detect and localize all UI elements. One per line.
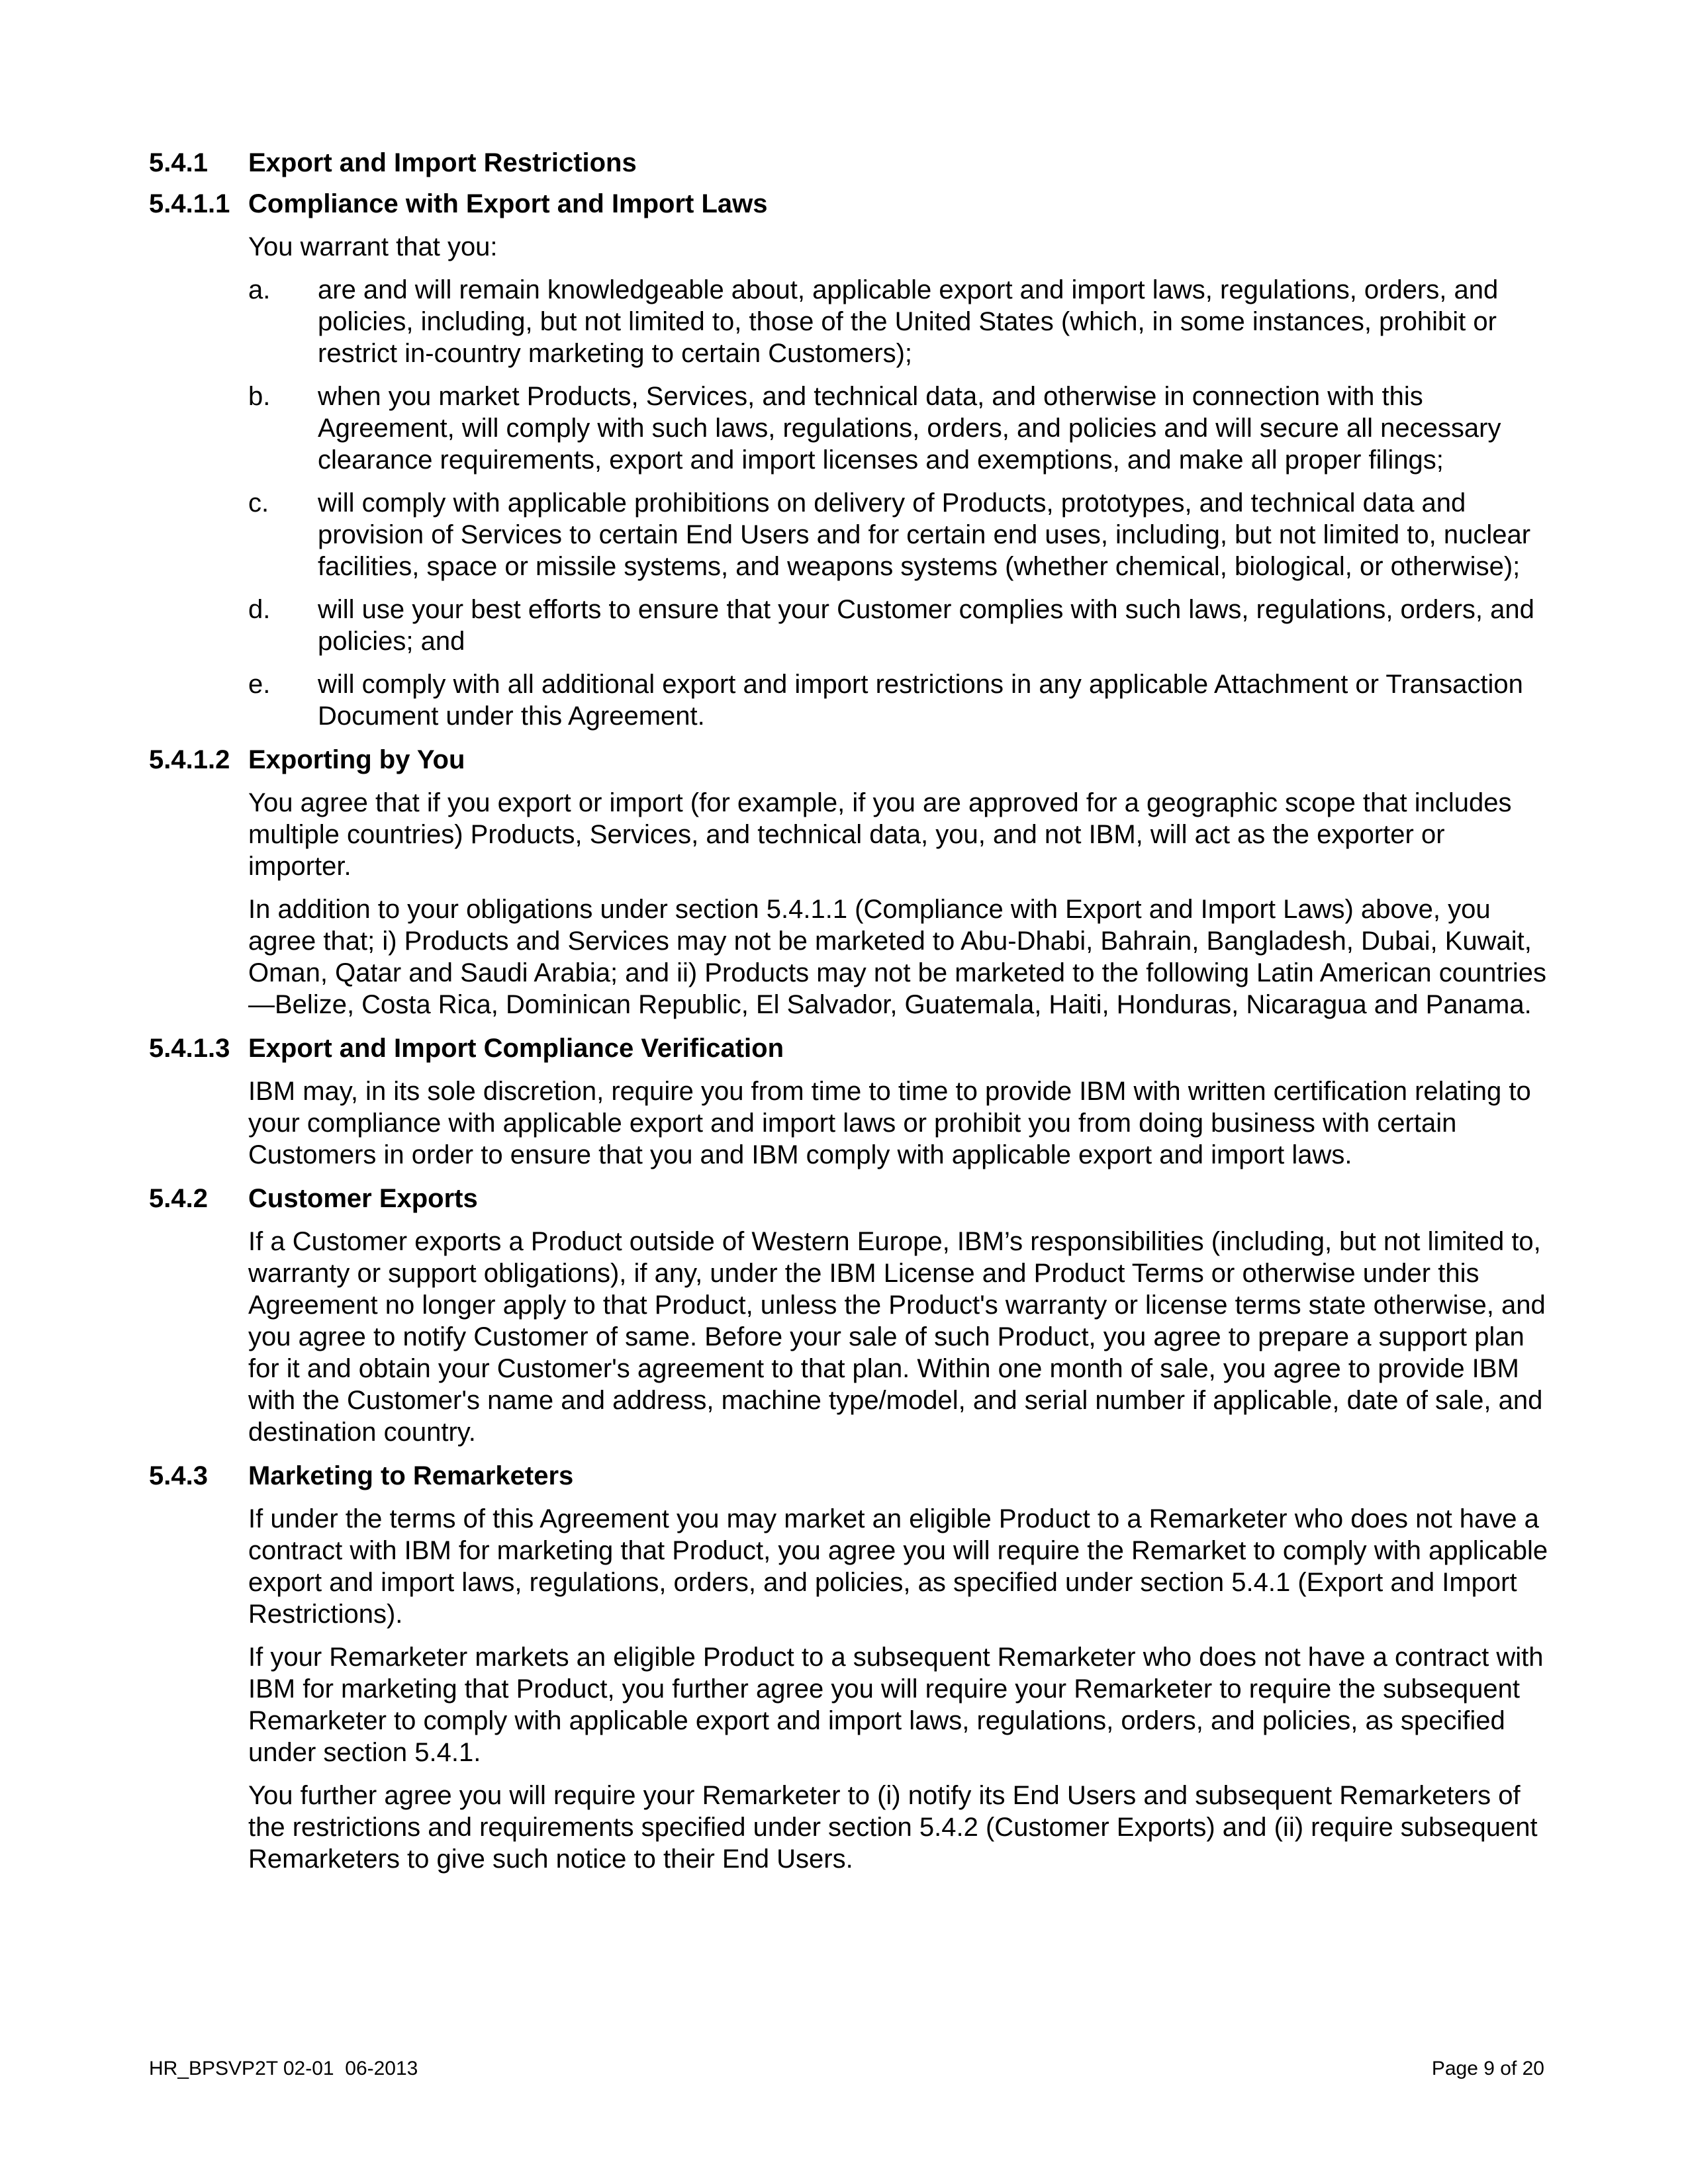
section-heading-5-4-3 [149, 1460, 1552, 1492]
list-item [248, 274, 1552, 369]
section-heading-5-4-1-3 [149, 1032, 1552, 1064]
section-heading-5-4-1 [149, 147, 1552, 179]
section-title: Compliance with Export and Import Laws [248, 189, 768, 218]
section-heading-5-4-2 [149, 1183, 1552, 1214]
paragraph: You further agree you will require your Remarketer to (i) notify its End Users and subsequent Remarketers of the restrictions and requirements specified under section 5.4.2 (Customer Exports) and (ii) require subsequent Remarketers to give such notice to their End Users. [248, 1781, 1538, 1874]
section-number: 5.4.3 [149, 1461, 208, 1490]
section-intro: You warrant that you: [248, 232, 498, 261]
document-body [149, 147, 1552, 1875]
list-item-text: when you market Products, Services, and technical data, and otherwise in connection with this Agreement, will comply with such laws, regulations, orders, and policies and will secure all necessary clearance requirements, export and import licenses and exemptions, and make all proper filings; [318, 382, 1501, 475]
list-item [248, 594, 1552, 657]
list-item-text: will comply with applicable prohibitions on delivery of Products, prototypes, and technical data and provision of Services to certain End Users and for certain end uses, including, but not limited to, nuclear facilities, space or missile systems, and weapons systems (whether chemical, biological, or otherwise); [318, 488, 1531, 581]
paragraph: IBM may, in its sole discretion, require you from time to time to provide IBM with written certification relating to your compliance with applicable export and import laws or prohibit you from doing business with certain Customers in order to ensure that you and IBM comply with applicable export and import laws. [248, 1077, 1531, 1169]
section-number: 5.4.2 [149, 1184, 208, 1213]
section-title: Exporting by You [248, 745, 465, 774]
list-item-text: will comply with all additional export and import restrictions in any applicable Attachment or Transaction Document under this Agreement. [318, 670, 1523, 731]
section-number: 5.4.1.2 [149, 745, 230, 774]
list-marker: b. [248, 382, 271, 411]
list-item-text: are and will remain knowledgeable about, applicable export and import laws, regulations, orders, and policies, including, but not limited to, those of the United States (which, in some instances, prohibit or restrict in-country marketing to certain Customers); [318, 275, 1499, 368]
page-number: Page 9 of 20 [1431, 2058, 1544, 2079]
section-title: Export and Import Restrictions [248, 148, 637, 177]
section-number: 5.4.1.3 [149, 1034, 230, 1063]
list-item [248, 381, 1552, 476]
section-title: Customer Exports [248, 1184, 478, 1213]
warranty-list [248, 274, 1552, 732]
list-item [248, 487, 1552, 582]
section-number: 5.4.1.1 [149, 189, 230, 218]
list-marker: e. [248, 670, 271, 699]
section-number: 5.4.1 [149, 148, 208, 177]
page-footer [149, 2057, 1544, 2081]
section-heading-5-4-1-1 [149, 188, 1552, 220]
section-heading-5-4-1-2 [149, 744, 1552, 776]
section-title: Marketing to Remarketers [248, 1461, 574, 1490]
paragraph: If your Remarketer markets an eligible Product to a subsequent Remarketer who does not have a contract with IBM for marketing that Product, you further agree you will require your Remarketer to require the subsequent Remarketer to comply with applicable export and import laws, regulations, orders, and policies, as specified under section 5.4.1. [248, 1643, 1544, 1767]
section-title: Export and Import Compliance Verification [248, 1034, 784, 1063]
paragraph: In addition to your obligations under section 5.4.1.1 (Compliance with Export and Import Laws) above, you agree that; i) Products and Services may not be marketed to Abu-Dhabi, Bahrain, Bangladesh, Dubai, Kuwait, Oman, Qatar and Saudi Arabia; and ii) Products may not be marketed to the following Latin American countries—Belize, Costa Rica, Dominican Republic, El Salvador, Guatemala, Haiti, Honduras, Nicaragua and Panama. [248, 895, 1547, 1019]
paragraph: If under the terms of this Agreement you may market an eligible Product to a Remarketer who does not have a contract with IBM for marketing that Product, you agree you will require the Remarket to comply with applicable export and import laws, regulations, orders, and policies, as specified under section 5.4.1 (Export and Import Restrictions). [248, 1504, 1548, 1629]
document-id: HR_BPSVP2T 02-01 06-2013 [149, 2058, 418, 2079]
list-item-text: will use your best efforts to ensure that your Customer complies with such laws, regulations, orders, and policies; and [318, 595, 1534, 656]
list-item [248, 668, 1552, 732]
paragraph: If a Customer exports a Product outside of Western Europe, IBM’s responsibilities (including, but not limited to, warranty or support obligations), if any, under the IBM License and Product Terms or otherwise under this Agreement no longer apply to that Product, unless the Product's warranty or license terms state otherwise, and you agree to notify Customer of same. Before your sale of such Product, you agree to prepare a support plan for it and obtain your Customer's agreement to that plan. Within one month of sale, you agree to provide IBM with the Customer's name and address, machine type/model, and serial number if applicable, date of sale, and destination country. [248, 1227, 1546, 1447]
list-marker: d. [248, 595, 271, 624]
list-marker: a. [248, 275, 271, 304]
list-marker: c. [248, 488, 269, 518]
paragraph: You agree that if you export or import (for example, if you are approved for a geographic scope that includes multiple countries) Products, Services, and technical data, you, and not IBM, will act as the exporter or importer. [248, 788, 1512, 881]
